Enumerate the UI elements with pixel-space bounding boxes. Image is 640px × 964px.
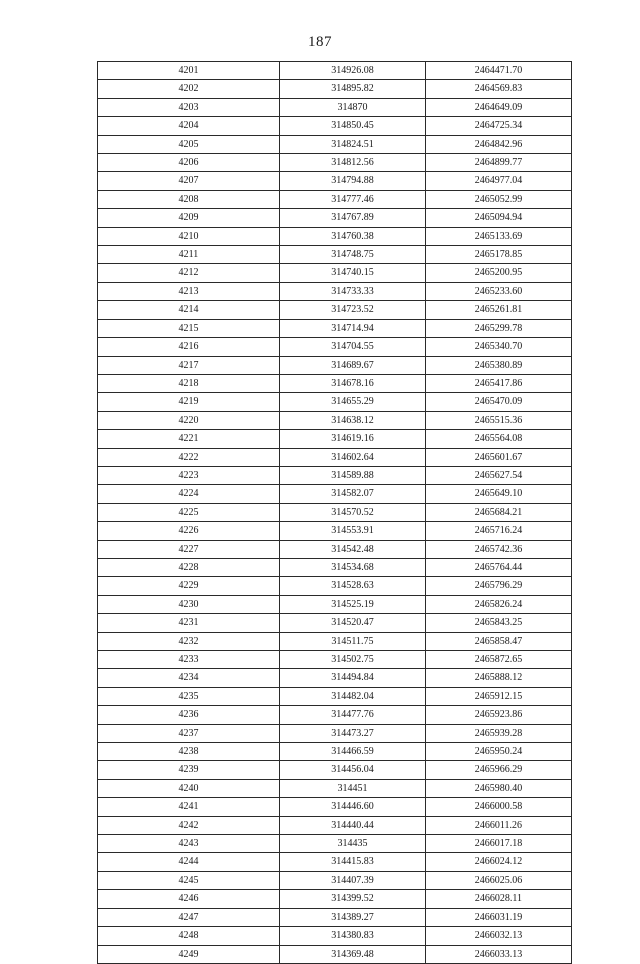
y-coordinate-cell: 2465094.94 — [426, 209, 572, 227]
x-coordinate-cell: 314440.44 — [280, 816, 426, 834]
y-coordinate-cell: 2465601.67 — [426, 448, 572, 466]
x-coordinate-cell: 314553.91 — [280, 522, 426, 540]
y-coordinate-cell: 2465233.60 — [426, 282, 572, 300]
table-row — [98, 172, 572, 190]
table-row — [98, 632, 572, 650]
y-coordinate-cell: 2464725.34 — [426, 117, 572, 135]
x-coordinate-cell: 314714.94 — [280, 319, 426, 337]
point-number-cell: 4202 — [98, 80, 280, 98]
x-coordinate-cell: 314689.67 — [280, 356, 426, 374]
point-number-cell: 4235 — [98, 687, 280, 705]
table-row — [98, 135, 572, 153]
table-row — [98, 779, 572, 797]
point-number-cell: 4204 — [98, 117, 280, 135]
point-number-cell: 4234 — [98, 669, 280, 687]
x-coordinate-cell: 314748.75 — [280, 246, 426, 264]
x-coordinate-cell: 314482.04 — [280, 687, 426, 705]
table-row — [98, 430, 572, 448]
point-number-cell: 4249 — [98, 945, 280, 963]
point-number-cell: 4205 — [98, 135, 280, 153]
table-row — [98, 411, 572, 429]
x-coordinate-cell: 314926.08 — [280, 62, 426, 80]
x-coordinate-cell: 314528.63 — [280, 577, 426, 595]
y-coordinate-cell: 2465470.09 — [426, 393, 572, 411]
point-number-cell: 4228 — [98, 558, 280, 576]
point-number-cell: 4238 — [98, 743, 280, 761]
point-number-cell: 4223 — [98, 466, 280, 484]
y-coordinate-cell: 2464569.83 — [426, 80, 572, 98]
point-number-cell: 4226 — [98, 522, 280, 540]
table-row — [98, 338, 572, 356]
table-row — [98, 558, 572, 576]
y-coordinate-cell: 2466031.19 — [426, 908, 572, 926]
point-number-cell: 4224 — [98, 485, 280, 503]
y-coordinate-cell: 2466033.13 — [426, 945, 572, 963]
y-coordinate-cell: 2465716.24 — [426, 522, 572, 540]
table-row — [98, 522, 572, 540]
y-coordinate-cell: 2465649.10 — [426, 485, 572, 503]
x-coordinate-cell: 314824.51 — [280, 135, 426, 153]
x-coordinate-cell: 314451 — [280, 779, 426, 797]
table-row — [98, 816, 572, 834]
point-number-cell: 4241 — [98, 798, 280, 816]
table-row — [98, 466, 572, 484]
table-row — [98, 853, 572, 871]
y-coordinate-cell: 2465380.89 — [426, 356, 572, 374]
point-number-cell: 4210 — [98, 227, 280, 245]
table-row — [98, 301, 572, 319]
point-number-cell: 4247 — [98, 908, 280, 926]
x-coordinate-cell: 314435 — [280, 835, 426, 853]
point-number-cell: 4229 — [98, 577, 280, 595]
y-coordinate-cell: 2466000.58 — [426, 798, 572, 816]
y-coordinate-cell: 2466032.13 — [426, 927, 572, 945]
y-coordinate-cell: 2465684.21 — [426, 503, 572, 521]
y-coordinate-cell: 2466025.06 — [426, 871, 572, 889]
x-coordinate-cell: 314511.75 — [280, 632, 426, 650]
point-number-cell: 4222 — [98, 448, 280, 466]
x-coordinate-cell: 314582.07 — [280, 485, 426, 503]
table-row — [98, 651, 572, 669]
x-coordinate-cell: 314589.88 — [280, 466, 426, 484]
x-coordinate-cell: 314570.52 — [280, 503, 426, 521]
point-number-cell: 4211 — [98, 246, 280, 264]
x-coordinate-cell: 314380.83 — [280, 927, 426, 945]
x-coordinate-cell: 314407.39 — [280, 871, 426, 889]
y-coordinate-cell: 2465912.15 — [426, 687, 572, 705]
point-number-cell: 4203 — [98, 98, 280, 116]
point-number-cell: 4232 — [98, 632, 280, 650]
table-row — [98, 798, 572, 816]
y-coordinate-cell: 2466028.11 — [426, 890, 572, 908]
table-row — [98, 835, 572, 853]
point-number-cell: 4209 — [98, 209, 280, 227]
point-number-cell: 4206 — [98, 154, 280, 172]
x-coordinate-cell: 314704.55 — [280, 338, 426, 356]
x-coordinate-cell: 314767.89 — [280, 209, 426, 227]
point-number-cell: 4245 — [98, 871, 280, 889]
table-row — [98, 871, 572, 889]
x-coordinate-cell: 314502.75 — [280, 651, 426, 669]
table-row — [98, 62, 572, 80]
table-row — [98, 724, 572, 742]
point-number-cell: 4227 — [98, 540, 280, 558]
point-number-cell: 4248 — [98, 927, 280, 945]
x-coordinate-cell: 314638.12 — [280, 411, 426, 429]
y-coordinate-cell: 2465923.86 — [426, 706, 572, 724]
table-row — [98, 319, 572, 337]
coordinate-table — [97, 61, 572, 964]
y-coordinate-cell: 2465627.54 — [426, 466, 572, 484]
y-coordinate-cell: 2465858.47 — [426, 632, 572, 650]
x-coordinate-cell: 314542.48 — [280, 540, 426, 558]
point-number-cell: 4201 — [98, 62, 280, 80]
x-coordinate-cell: 314389.27 — [280, 908, 426, 926]
y-coordinate-cell: 2465966.29 — [426, 761, 572, 779]
y-coordinate-cell: 2465764.44 — [426, 558, 572, 576]
y-coordinate-cell: 2465261.81 — [426, 301, 572, 319]
point-number-cell: 4207 — [98, 172, 280, 190]
point-number-cell: 4225 — [98, 503, 280, 521]
x-coordinate-cell: 314415.83 — [280, 853, 426, 871]
point-number-cell: 4208 — [98, 190, 280, 208]
y-coordinate-cell: 2465939.28 — [426, 724, 572, 742]
point-number-cell: 4246 — [98, 890, 280, 908]
table-row — [98, 98, 572, 116]
y-coordinate-cell: 2464649.09 — [426, 98, 572, 116]
x-coordinate-cell: 314723.52 — [280, 301, 426, 319]
y-coordinate-cell: 2465796.29 — [426, 577, 572, 595]
point-number-cell: 4242 — [98, 816, 280, 834]
x-coordinate-cell: 314895.82 — [280, 80, 426, 98]
y-coordinate-cell: 2465052.99 — [426, 190, 572, 208]
x-coordinate-cell: 314740.15 — [280, 264, 426, 282]
point-number-cell: 4237 — [98, 724, 280, 742]
point-number-cell: 4239 — [98, 761, 280, 779]
y-coordinate-cell: 2465564.08 — [426, 430, 572, 448]
page-number: 187 — [308, 34, 332, 50]
point-number-cell: 4215 — [98, 319, 280, 337]
table-row — [98, 448, 572, 466]
y-coordinate-cell: 2464471.70 — [426, 62, 572, 80]
y-coordinate-cell: 2466024.12 — [426, 853, 572, 871]
point-number-cell: 4216 — [98, 338, 280, 356]
x-coordinate-cell: 314369.48 — [280, 945, 426, 963]
x-coordinate-cell: 314525.19 — [280, 595, 426, 613]
table-row — [98, 154, 572, 172]
table-row — [98, 80, 572, 98]
table-row — [98, 687, 572, 705]
table-row — [98, 890, 572, 908]
table-row — [98, 540, 572, 558]
x-coordinate-cell: 314870 — [280, 98, 426, 116]
x-coordinate-cell: 314733.33 — [280, 282, 426, 300]
y-coordinate-cell: 2465950.24 — [426, 743, 572, 761]
point-number-cell: 4244 — [98, 853, 280, 871]
y-coordinate-cell: 2465178.85 — [426, 246, 572, 264]
point-number-cell: 4214 — [98, 301, 280, 319]
x-coordinate-cell: 314520.47 — [280, 614, 426, 632]
point-number-cell: 4217 — [98, 356, 280, 374]
x-coordinate-cell: 314494.84 — [280, 669, 426, 687]
x-coordinate-cell: 314534.68 — [280, 558, 426, 576]
table-row — [98, 743, 572, 761]
x-coordinate-cell: 314602.64 — [280, 448, 426, 466]
y-coordinate-cell: 2465826.24 — [426, 595, 572, 613]
y-coordinate-cell: 2465299.78 — [426, 319, 572, 337]
table-row — [98, 282, 572, 300]
x-coordinate-cell: 314456.04 — [280, 761, 426, 779]
point-number-cell: 4233 — [98, 651, 280, 669]
table-row — [98, 908, 572, 926]
y-coordinate-cell: 2464842.96 — [426, 135, 572, 153]
point-number-cell: 4220 — [98, 411, 280, 429]
point-number-cell: 4240 — [98, 779, 280, 797]
x-coordinate-cell: 314473.27 — [280, 724, 426, 742]
y-coordinate-cell: 2465742.36 — [426, 540, 572, 558]
table-row — [98, 393, 572, 411]
y-coordinate-cell: 2465417.86 — [426, 374, 572, 392]
coordinate-table-body — [98, 62, 572, 964]
x-coordinate-cell: 314812.56 — [280, 154, 426, 172]
y-coordinate-cell: 2465340.70 — [426, 338, 572, 356]
y-coordinate-cell: 2465872.65 — [426, 651, 572, 669]
table-row — [98, 577, 572, 595]
table-row — [98, 614, 572, 632]
x-coordinate-cell: 314794.88 — [280, 172, 426, 190]
y-coordinate-cell: 2466017.18 — [426, 835, 572, 853]
x-coordinate-cell: 314655.29 — [280, 393, 426, 411]
y-coordinate-cell: 2464899.77 — [426, 154, 572, 172]
x-coordinate-cell: 314477.76 — [280, 706, 426, 724]
point-number-cell: 4212 — [98, 264, 280, 282]
table-row — [98, 485, 572, 503]
x-coordinate-cell: 314619.16 — [280, 430, 426, 448]
table-row — [98, 209, 572, 227]
point-number-cell: 4231 — [98, 614, 280, 632]
x-coordinate-cell: 314466.59 — [280, 743, 426, 761]
table-row — [98, 503, 572, 521]
table-row — [98, 595, 572, 613]
table-row — [98, 264, 572, 282]
table-row — [98, 246, 572, 264]
table-row — [98, 190, 572, 208]
table-row — [98, 374, 572, 392]
point-number-cell: 4221 — [98, 430, 280, 448]
table-row — [98, 227, 572, 245]
point-number-cell: 4243 — [98, 835, 280, 853]
y-coordinate-cell: 2465843.25 — [426, 614, 572, 632]
x-coordinate-cell: 314777.46 — [280, 190, 426, 208]
point-number-cell: 4213 — [98, 282, 280, 300]
x-coordinate-cell: 314446.60 — [280, 798, 426, 816]
table-row — [98, 117, 572, 135]
x-coordinate-cell: 314678.16 — [280, 374, 426, 392]
x-coordinate-cell: 314399.52 — [280, 890, 426, 908]
table-row — [98, 945, 572, 963]
point-number-cell: 4236 — [98, 706, 280, 724]
table-row — [98, 706, 572, 724]
y-coordinate-cell: 2465515.36 — [426, 411, 572, 429]
y-coordinate-cell: 2466011.26 — [426, 816, 572, 834]
y-coordinate-cell: 2465133.69 — [426, 227, 572, 245]
table-row — [98, 669, 572, 687]
table-row — [98, 356, 572, 374]
point-number-cell: 4218 — [98, 374, 280, 392]
table-row — [98, 927, 572, 945]
y-coordinate-cell: 2465980.40 — [426, 779, 572, 797]
y-coordinate-cell: 2464977.04 — [426, 172, 572, 190]
x-coordinate-cell: 314850.45 — [280, 117, 426, 135]
x-coordinate-cell: 314760.38 — [280, 227, 426, 245]
y-coordinate-cell: 2465200.95 — [426, 264, 572, 282]
point-number-cell: 4219 — [98, 393, 280, 411]
y-coordinate-cell: 2465888.12 — [426, 669, 572, 687]
point-number-cell: 4230 — [98, 595, 280, 613]
table-row — [98, 761, 572, 779]
